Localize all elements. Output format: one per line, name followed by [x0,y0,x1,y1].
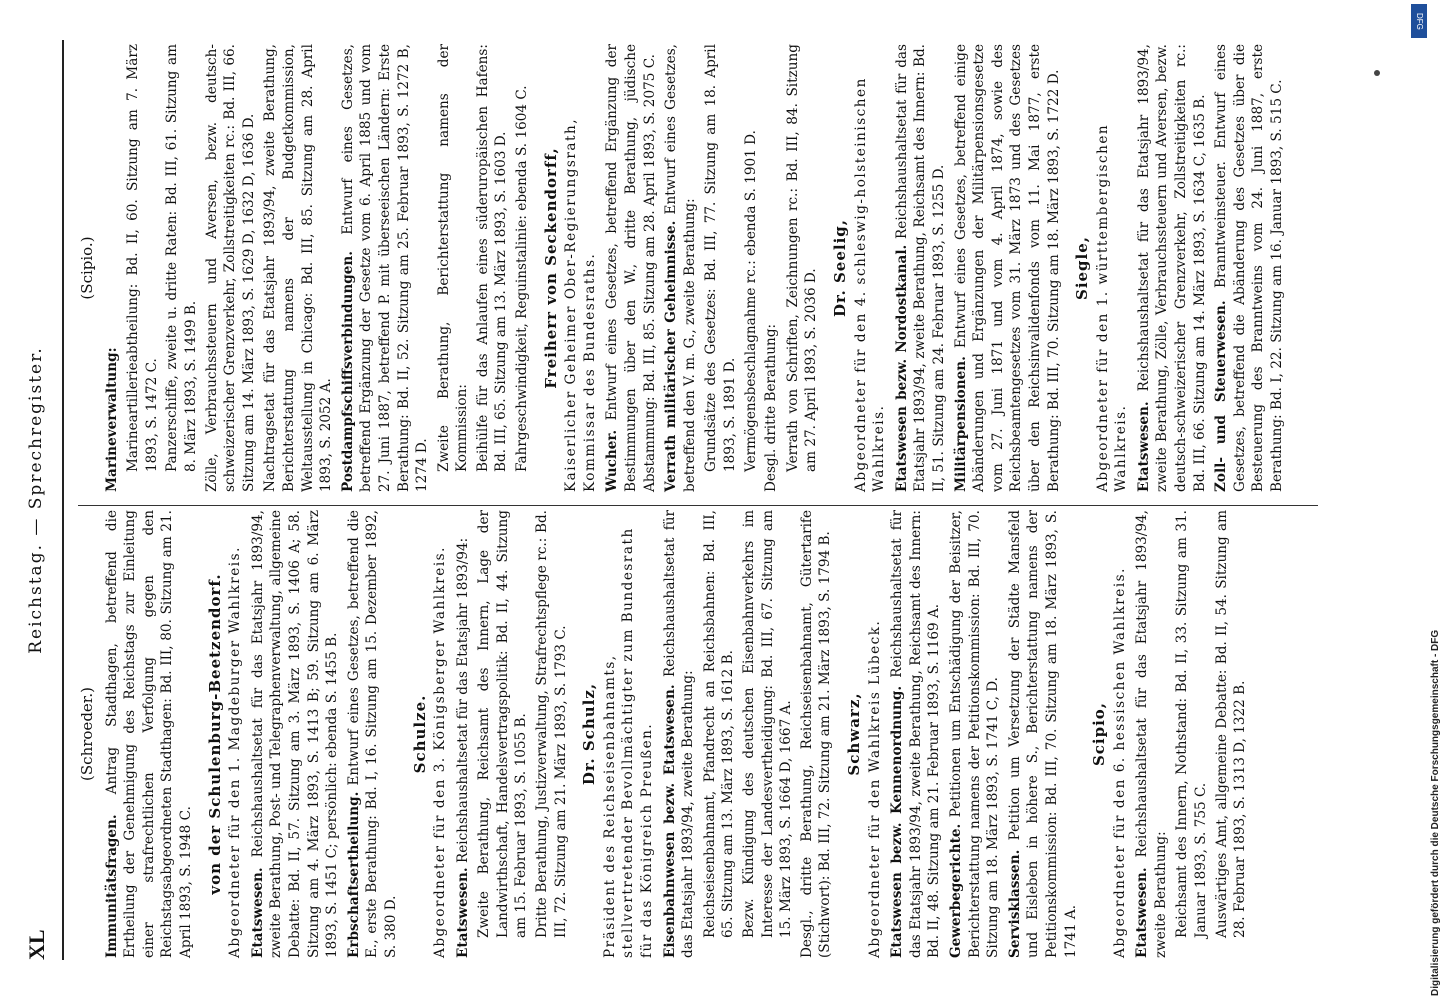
entry-text: Reichshaushaltsetat für das Etatsjahr 1893/94, zweite Berathung, Zölle, Verbrauchssteuern und Aversen, bezw. deutsch-schweizerischer Grenzverkehr, Zollstreitigkeiten rc.: Bd. III, 66. Sitzung am 14. März 1893, S. 1634 C, 1635 B. [1135,44,1208,492]
page-header [10,40,60,960]
register-subentry: Verrath von Schriften, Zeichnungen rc.: Bd. III, 84. Sitzung am 27. April 1893, S. 2036 D. [784,44,820,472]
register-entry [888,510,944,958]
entry-keyword: Immunitätsfragen. [103,814,120,958]
register-subentry: Dritte Berathung, Justizverwaltung, Strafrechtspflege rc.: Bd. III, 72. Sitzung am 21. März 1893, S. 1793 C. [534,510,569,938]
entry-keyword: Erbschaftsertheilung. [345,791,362,958]
register-entry [203,44,259,492]
entry-text: Desgl. dritte Berathung: [763,323,780,492]
speaker-name: Freiherr von Seckendorff, [541,147,560,389]
register-entry [103,510,196,958]
entry-text: Reichshaushaltsetat für das Etatsjahr 1893/94, zweite Berathung, Reichsamt des Innern: Bd. II, 51. Sitzung am 24. Februar 1893, S. 1255 D. [893,44,947,492]
register-entry [603,44,659,492]
register-entry [662,44,699,492]
speaker-role: Abgeordneter für den 1. Magdeburger Wahlkreis. [227,546,244,958]
speaker-name: Schwarz, [844,692,863,776]
speaker-role: Abgeordneter für den 4. schleswig-holsteinischen Wahlkreis. [852,77,888,492]
register-entry [1133,510,1170,958]
register-entry [454,510,473,958]
entry-text: Reichshaushaltsetat für das Etatsjahr 1893/94, zweite Berathung, Post- und Telegraphenverwaltung, allgemeine Debatte: Bd. II, 57. Sitzung am 3. März 1893, S. 1406 A; 58. Sitzung am 4. März 1893, S. 1413 B; 59. Sitzung am 6. März 1893, S. 1451 C; persönlich: ebenda S. 1455 B. [249,510,341,958]
entry-keyword: Wucher. [604,429,621,492]
running-head: Reichstag. — Sprechregister. [26,346,46,654]
entry-keyword: Marineverwaltung: [103,347,120,492]
entry-text: Entwurf eines Gesetzes, betreffend einige Abänderungen und Ergänzungen der Militärpensionsgesetze vom 27. Juni 1871 und vom 4. April 1874, sowie des Reichsbeamtengesetzes vom 31. März 1873 und des Gesetzes über den Reichsinvalidenfonds vom 11. Mai 1877, erste Berathung: Bd. III, 70. Sitzung am 18. März 1893, S. 1722 D. [952,43,1062,492]
register-subentry: Marineartillerieabtheilung: Bd. II, 60. Sitzung am 7. März 1893, S. 1472 C. [125,44,160,472]
entry-text: Desgl., dritte Berathung, Reichseisenbahnamt, Gütertarife (Stichwort): Bd. III, 72. Sitzung am 21. März 1893, S. 1794 B. [798,510,834,958]
entry-keyword: Verrath militärischer Geheimnisse. [663,220,680,492]
entry-keyword: Militärpensionen. [952,356,969,492]
digitization-footer [1408,0,1441,1000]
register-entry [762,44,781,492]
entry-text: Entwurf eines Gesetzes, betreffend Ergänzung der Gesetze vom 6. April 1885 und vom 27. Juni 1887, betreffend P. mit überseeischen Ländern: Erste Berathung: Bd. II, 52. Sitzung am 25. Februar 1893, S. 1272 B, 1274 D. [339,44,431,492]
speaker-name: Scipio, [1090,701,1109,767]
speaker-role: Kaiserlicher Geheimer Ober-Regierungsrath, Kommissar des Bundesraths. [563,117,598,492]
register-entry [893,44,949,492]
register-entry [1006,510,1080,958]
continued-speaker: (Schroeder.) [78,687,96,781]
speaker-name: Dr. Seelig, [830,219,849,318]
right-column [78,44,1328,492]
register-subentry: Grundsätze des Gesetzes: Bd. III, 77. Sitzung am 18. April 1893, S. 1891 D. [703,44,738,472]
entry-text: Reichshaushaltsetat für das Etatsjahr 1893/94, zweite Berathung, Reichsamt des Innern: Bd. II, 48. Sitzung am 21. Februar 1893, S. 1169 A. [889,510,943,958]
digitization-note: Digitalisierung gefördert durch die Deutsche Forschungsgemeinschaft - DFG [1430,629,1441,996]
register-entry [798,510,835,958]
speaker-role: Abgeordneter für den 6. hessischen Wahlkreis. [1111,567,1128,958]
register-subentry: Beihülfe für das Anlaufen eines süderuropäischen Hafens: Bd. III, 65. Sitzung am 13. März 1893, S. 1603 D. [474,44,510,472]
entry-text: Reichshaushaltsetat für das Etatsjahr 1893/94: [454,537,471,864]
continued-speaker: (Scipio.) [78,236,96,300]
entry-text: Reichshaushaltsetat für das Etatsjahr 1893/94, zweite Berathung: [1134,510,1169,958]
entry-keyword: Etatswesen. [1135,401,1152,492]
entry-keyword: Zoll- und Steuerwesen. [1213,300,1230,492]
register-entry [952,44,1064,492]
dfg-logo: DFG [1411,4,1427,38]
scan-speck [1374,70,1380,76]
register-entry [947,510,1003,958]
entry-keyword: Etatswesen bezw. Nordostkanal. [893,244,910,492]
left-column [78,510,1328,958]
entry-keyword: Gewerbegerichte. [947,823,964,958]
register-subentry: Panzerschiffe, zweite u. dritte Raten: Bd. III, 61. Sitzung am 8. März 1893, S. 1499 B. [164,44,199,472]
entry-text: Branntweinsteuer. Entwurf eines Gesetzes, betreffend die Abänderung des Gesetzes über die Besteuerung des Branntweins vom 24. Juni 1887, erste Berathung: Bd. I, 22. Sitzung am 16. Januar 1893, S. 515 C. [1213,43,1286,492]
column-divider [78,505,1318,506]
entry-keyword: Eisenbahnwesen bezw. Etatswesen. [661,684,678,958]
entry-keyword: Etatswesen. [454,867,471,958]
register-entry [103,44,122,492]
entry-keyword: Postdampfschiffsverbindungen. [339,251,356,492]
speaker-role: Abgeordneter für den 1. württembergischen Wahlkreis. [1094,123,1130,492]
speaker-name: von der Schulenburg-Beetzendorf. [205,573,224,895]
entry-keyword: Etatswesen. [1134,867,1151,958]
register-subentry: Fahrgeschwindigkeit, Reguinstalinie: ebenda S. 1604 C. [514,85,531,472]
entry-text: Antrag Stadthagen, betreffend die Ertheilung der Genehmigung des Reichstags zur Einleitung einer strafrechtlichen Verfolgung gegen den Reichstagsabgeordneten Stadthagen: Bd. III, 80. Sitzung am 21. April 1893, S. 1948 C. [103,510,194,958]
register-subentry: Reichsamt des Innern, Nothstand: Bd. II, 33. Sitzung am 31. Januar 1893, S. 755 C. [1174,510,1210,938]
register-subentry: Zweite Berathung, Reichsamt des Innern, Lage der Landwirthschaft, Handelsvertragspolitik: Bd. II, 44. Sitzung am 15. Februar 1893, S. 1055 B. [476,510,530,938]
entry-text: Petitionen um Entschädigung der Beisitzer, Berichterstattung namens der Petitionskommission: Bd. III, 70. Sitzung am 18. März 1893, S. 1741 C, D. [947,510,1002,958]
entry-text: Entwurf eines Gesetzes, betreffend die E., erste Berathung: Bd. I, 16. Sitzung am 15. Dezember 1892, S. 380 D. [345,510,399,958]
speaker-role: Präsident des Reichseisenbahnamts, stellvertretender Bevollmächtigter zum Bundesrath für das Königreich Preußen. [601,527,656,958]
register-entry [661,510,698,958]
entry-text: Entwurf eines Gesetzes, betreffend Ergänzung der Bestimmungen über den W., dritte Berathung, jüdische Abstammung: Bd. III, 85. Sitzung am 28. April 1893, S. 2075 C. [604,44,658,492]
register-subentry: Zweite Berathung, Berichterstattung namens der Kommission: [435,44,471,472]
header-rule [62,40,64,960]
entry-text: Petition um Versetzung der Städte Mansfeld und Eisleben in höhere S., Berichterstattung namens der Petitionskommission: Bd. III, 70. Sitzung am 18. März 1893, S. 1741 A. [1006,509,1079,958]
entry-keyword: Servisklassen. [1006,849,1023,958]
page-number: XL [24,929,49,960]
register-subentry: Bezw. Kündigung des deutschen Eisenbahnverkehrs im Interesse der Landesvertheidigung: Bd. III, 67. Sitzung am 15. März 1893, S. 1664 D, 1667 A. [741,510,795,938]
entry-text: Reichshaushaltsetat für das Etatsjahr 1893/94, zweite Berathung: [661,510,697,958]
register-entry [1135,44,1209,492]
register-subentry: Reichseisenbahnamt, Pfandrecht an Reichsbahnen: Bd. III, 65. Sitzung am 13. März 1893, S. 1612 B. [701,510,737,938]
speaker-name: Dr. Schulz, [580,682,599,786]
register-entry [339,44,432,492]
register-subentry: Vermögensbeschlagnahme rc.: ebenda S. 1901 D. [742,130,759,472]
entry-text: Entwurf eines Gesetzes, betreffend den V. m. G., zweite Berathung: [663,44,698,492]
speaker-name: Siegle, [1073,235,1092,301]
register-entry [261,44,335,492]
entry-keyword: Etatswesen bezw. Kennenordnung. [889,685,906,958]
entry-text: Nachtragsetat für das Etatsjahr 1893/94, zweite Berathung, Berichterstattung namens der Budgetkommission, Weltausstellung in Chicago: Bd. III, 85. Sitzung am 28. April 1893, S. 2052 A. [262,44,335,492]
speaker-name: Schulze. [410,694,429,774]
entry-text: Zölle, Verbrauchssteuern und Aversen, bezw. deutsch-schweizerischer Grenzverkehr, Zollstreitigkeiten rc.: Bd. III, 66. Sitzung am 14. März 1893, S. 1629 D, 1632 D, 1636 D. [203,44,257,492]
register-subentry: Auswärtiges Amt, allgemeine Debatte: Bd. II, 54. Sitzung am 28. Februar 1893, S. 1313 D, 1322 B. [1213,510,1249,938]
register-entry [1212,44,1286,492]
entry-keyword: Etatswesen. [249,867,266,958]
speaker-role: Abgeordneter für den Wahlkreis Lübeck. [866,619,883,958]
register-entry [345,510,401,958]
speaker-role: Abgeordneter für den 3. Königsberger Wahlkreis. [432,546,449,958]
register-entry [249,510,342,958]
